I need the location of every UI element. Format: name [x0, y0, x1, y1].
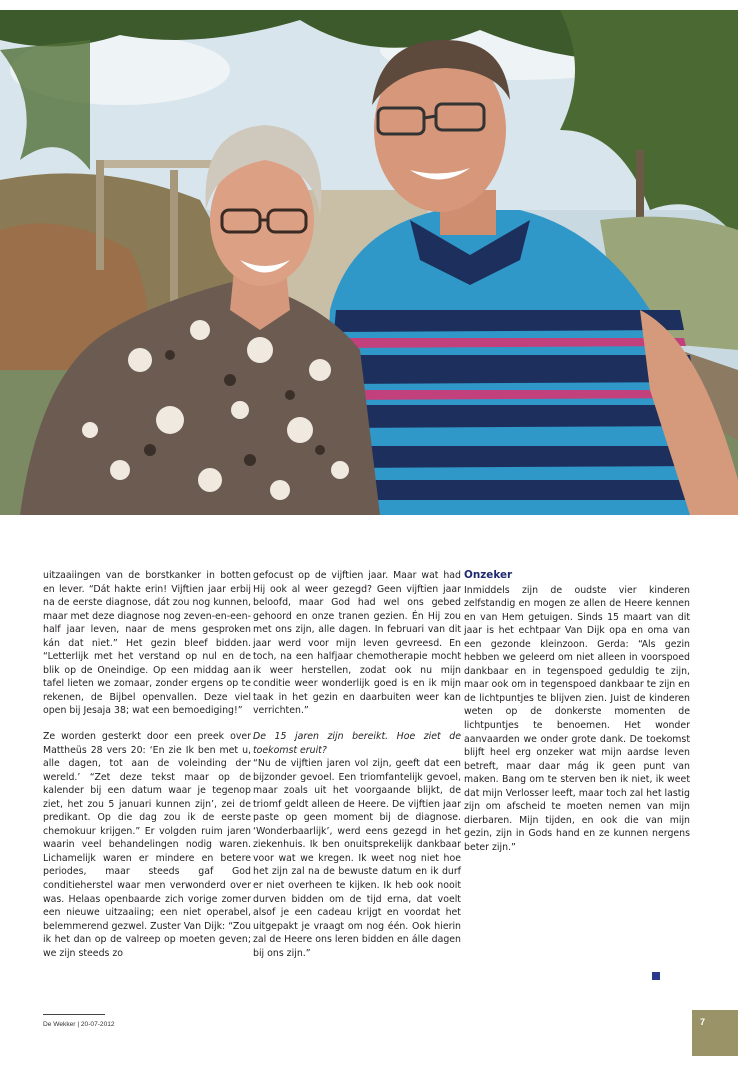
paragraph: “Nu de vijftien jaren vol zijn, geeft dat een bijzonder gevoel. Een triomfantelijk gevoel, maar zoals uit het voorgaande blijkt, de triomf geldt alleen de Heere. De vijftien jaar paste op geen moment bij de diagnose. ‘Wonderbaarlijk’, werd eens gezegd in het ziekenhuis. Ik ben onuitsprekelijk dankbaar voor wat we kregen. Ik weet nog niet hoe het zijn zal na de bewuste datum en ik durf er niet overheen te kijken. Ik heb ook nooit durven bidden om de tijd erna, dat voelt alsof je een cadeau krijgt en voordat het uitgepakt je vraagt om nog één. Ook hierin zal de Heere ons leren bidden en álle dagen bij ons zijn.”: [253, 758, 461, 959]
article-photo: [0, 10, 738, 515]
text-column-3: [464, 569, 690, 866]
couple-photo-illustration: [0, 10, 738, 515]
paragraph: uitzaaiingen van de borstkanker in botten en lever. “Dát hakte erin! Vijftien jaar erbij na de eerste diagnose, dát zou nog kunnen, maar met deze diagnose nog zeven-en-een-half jaar leven, naar de mens gesproken kán dat niet.” Het gezin bleef bidden. “Letterlijk met het verstand op nul en de blik op de Oneindige. Op een middag aan tafel lieten we zomaar, zonder ergens op te rekenen, de Bijbel openvallen. Deze viel open bij Jesaja 38; wat een bemoediging!”: [43, 570, 251, 717]
section-heading: Onzeker: [464, 569, 513, 581]
footer-rule: [43, 1014, 105, 1015]
interview-question: De 15 jaren zijn bereikt. Hoe ziet de toekomst eruit?: [253, 731, 461, 756]
paragraph: Ze worden gesterkt door een preek over Mattheüs 28 vers 20: ‘En zie Ik ben met u, alle dagen, tot aan de voleinding der wereld.’ “Zet deze tekst maar op de kalender bij een datum waar je tegenop ziet, het zou 5 januari kunnen zijn’, zei de predikant. Op die dag zou ik de eerste chemokuur krijgen.” Er volgden ruim jaren waarin veel behandelingen nodig waren. Lichamelijk waren er mindere en betere periodes, maar steeds gaf God conditieherstel waar men verwonderd over was. Helaas openbaarde zich vorige zomer een nieuwe uitzaaiing; een niet operabel, belemmerend gezwel. Zuster Van Dijk: “Zou ik het dan op de valreep op moeten geven; we zijn steeds zo: [43, 731, 251, 959]
text-column-1: [43, 569, 251, 972]
page-number: 7: [700, 1017, 706, 1027]
page-number-box: [692, 1010, 738, 1056]
text-column-2: [253, 569, 461, 972]
paragraph: gefocust op de vijftien jaar. Maar wat had Hij ook al weer gezegd? Geen vijftien jaar beloofd, maar God had wel ons gebed gehoord en onze tranen gezien. Én Hij zou met ons zijn, alle dagen. In februari van dit jaar werd voor mijn leven gevreesd. En toch, na een halfjaar chemotherapie mocht ik weer herstellen, zodat ook nu mijn conditie weer wonderlijk goed is en ik mijn taak in het gezin en daarbuiten weer kan verrichten.”: [253, 570, 461, 717]
article-end-mark: [652, 972, 660, 980]
paragraph: Inmiddels zijn de oudste vier kinderen zelfstandig en mogen ze allen de Heere kennen en van Hem getuigen. Sinds 15 maart van dit jaar is het echtpaar Van Dijk opa en oma van een gezonde kleinzoon. Gerda: “Als gezin hebben we geleerd om niet alleen in voorspoed dankbaar en in tegenspoed geduldig te zijn, maar ook om in tegenspoed dankbaar te zijn en de lichtpuntjes te blijven zien. Juist de kinderen weten op de donkerste momenten de lichtpuntjes te benoemen. Het wonder aanvaarden we onder grote dank. De toekomst blijft heel erg onzeker wat mijn aardse leven betreft, maar daar mág ik geen punt van maken. Bang om te sterven ben ik niet, ik weet dat mijn Verlosser leeft, maar toch zal het lastig zijn om afscheid te moeten nemen van mijn dierbaren. Mijn tijden, en ook die van mijn gezin, zijn in Gods hand en ze kunnen nergens beter zijn.”: [464, 584, 690, 853]
footer-publication: De Wekker | 20-07-2012: [43, 1021, 115, 1028]
